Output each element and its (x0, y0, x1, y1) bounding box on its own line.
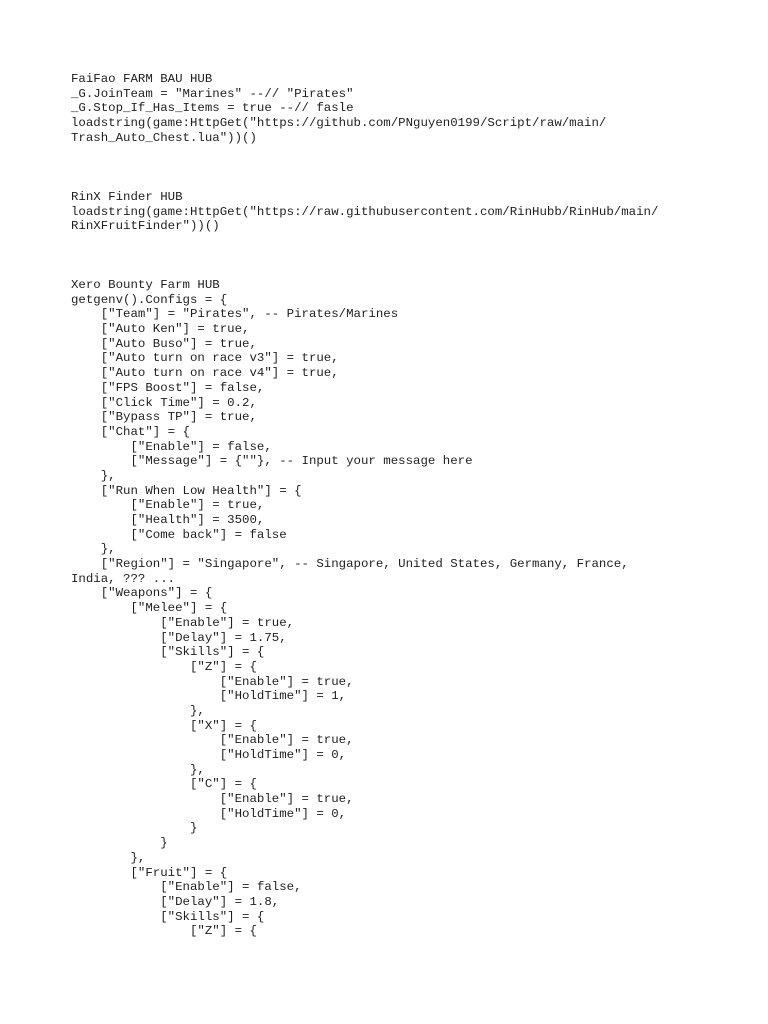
code-line: ["Enable"] = true, (71, 615, 295, 630)
code-line: ["Bypass TP"] = true, (71, 410, 257, 425)
code-line: ["Delay"] = 1.75, (71, 630, 287, 645)
code-line: ["Auto turn on race v4"] = true, (71, 366, 339, 381)
code-line: ["Skills"] = { (71, 645, 265, 660)
code-line: ["Z"] = { (71, 924, 257, 939)
code-line: }, (71, 542, 116, 557)
script-block-rinx (71, 190, 658, 234)
code-line: ["C"] = { (71, 777, 257, 792)
code-line: ["Click Time"] = 0.2, (71, 395, 257, 410)
code-line: ["Enable"] = false, (71, 439, 272, 454)
code-line: ["HoldTime"] = 0, (71, 748, 347, 762)
code-line: }, (71, 762, 205, 777)
code-line: RinXFruitFinder"))() (71, 219, 220, 234)
code-line: }, (71, 468, 116, 483)
code-line: } (71, 821, 198, 836)
code-line: ["Message"] = {""}, -- Input your message here (71, 454, 473, 469)
code-line: ["Enable"] = false, (71, 880, 302, 895)
code-line: ["X"] = { (71, 718, 257, 733)
code-line: ["Come back"] = false (71, 527, 287, 542)
code-line: }, (71, 850, 146, 865)
code-line: ["Auto Ken"] = true, (71, 322, 250, 337)
code-line: ["Chat"] = { (71, 424, 190, 439)
code-line: ["Region"] = "Singapore", -- Singapore, United States, Germany, France, (71, 557, 629, 572)
code-line: ["Enable"] = true, (71, 674, 354, 689)
code-line: Trash_Auto_Chest.lua"))() (71, 130, 257, 145)
code-line: loadstring(game:HttpGet("https://raw.githubusercontent.com/RinHubb/RinHub/main/ (71, 204, 659, 219)
code-line: ["Melee"] = { (71, 601, 228, 616)
code-line: }, (71, 703, 205, 718)
code-line: FaiFao FARM BAU HUB (71, 72, 213, 86)
code-line: ["Weapons"] = { (71, 586, 213, 601)
code-line: ["Skills"] = { (71, 909, 265, 924)
script-block-faifao (71, 72, 606, 145)
script-block-xero (71, 278, 629, 939)
code-line: ["Enable"] = true, (71, 733, 354, 748)
code-line: ["Auto Buso"] = true, (71, 336, 257, 351)
code-line: _G.JoinTeam = "Marines" --// "Pirates" (71, 86, 354, 101)
code-line: India, ??? ... (71, 571, 176, 586)
code-line: ["Health"] = 3500, (71, 513, 265, 527)
code-line: ["Enable"] = true, (71, 792, 354, 807)
code-line: ["Run When Low Health"] = { (71, 483, 302, 498)
code-line: getgenv().Configs = { (71, 292, 228, 307)
code-line: _G.Stop_If_Has_Items = true --// fasle (71, 101, 354, 116)
code-line: ["HoldTime"] = 1, (71, 689, 347, 704)
code-line: loadstring(game:HttpGet("https://github.com/PNguyen0199/Script/raw/main/ (71, 116, 607, 131)
code-line: ["Auto turn on race v3"] = true, (71, 351, 339, 366)
code-line: } (71, 836, 168, 851)
code-line: ["Delay"] = 1.8, (71, 894, 280, 909)
code-line: ["Z"] = { (71, 659, 257, 674)
code-line: RinX Finder HUB (71, 190, 183, 204)
code-line: ["Team"] = "Pirates", -- Pirates/Marines (71, 307, 399, 322)
code-line: ["Fruit"] = { (71, 865, 228, 880)
code-line: Xero Bounty Farm HUB (71, 278, 220, 292)
code-line: ["FPS Boost"] = false, (71, 380, 265, 395)
code-line: ["Enable"] = true, (71, 498, 265, 513)
code-line: ["HoldTime"] = 0, (71, 806, 347, 821)
